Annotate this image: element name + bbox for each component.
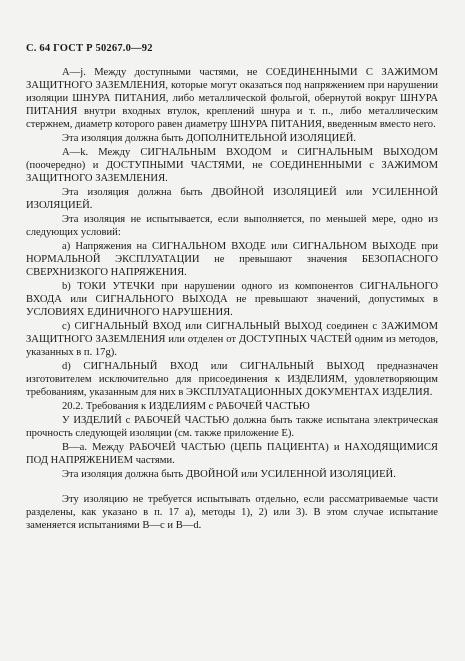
paragraph-b-a: B—a. Между РАБОЧЕЙ ЧАСТЬЮ (ЦЕПЬ ПАЦИЕНТА) и НАХОДЯЩИМИСЯ ПОД НАПРЯЖЕНИЕМ частями. (26, 442, 438, 466)
paragraph-test-replacement: Эту изоляцию не требуется испытывать отдельно, если рассматриваемые части разделены, как указано в п. 17 а), методы 1), 2) или 3). В этом случае испытание заменяется испытаниями B—c и B—d. (26, 494, 438, 531)
paragraph-applied-part: У ИЗДЕЛИЙ с РАБОЧЕЙ ЧАСТЬЮ должна быть также испытана электрическая прочность следующей изоляции (см. также приложение Е). (26, 415, 438, 439)
condition-b: b) ТОКИ УТЕЧКИ при нарушении одного из компонентов СИГНАЛЬНОГО ВХОДА или СИГНАЛЬНОГО ВЫХОДА не превышают значений, допустимых в УСЛОВИЯХ ЕДИНИЧНОГО НАРУШЕНИЯ. (26, 281, 438, 318)
condition-a: а) Напряжения на СИГНАЛЬНОМ ВХОДЕ или СИГНАЛЬНОМ ВЫХОДЕ при НОРМАЛЬНОЙ ЭКСПЛУАТАЦИИ не превышают значения БЕЗОПАСНОГО СВЕРХНИЗКОГО НАПРЯЖЕНИЯ. (26, 241, 438, 278)
paragraph-double-or-reinforced: Эта изоляция должна быть ДВОЙНОЙ или УСИЛЕННОЙ ИЗОЛЯЦИЕЙ. (62, 469, 396, 480)
page-header: С. 64 ГОСТ Р 50267.0—92 (26, 43, 153, 54)
paragraph-a-k: A—k. Между СИГНАЛЬНЫМ ВХОДОМ и СИГНАЛЬНЫМ ВЫХОДОМ (поочередно) и ДОСТУПНЫМИ ЧАСТЯМИ, не СОЕДИНЕННЫМИ с ЗАЖИМОМ ЗАЩИТНОГО ЗАЗЕМЛЕНИЯ. (26, 147, 438, 184)
condition-c: с) СИГНАЛЬНЫЙ ВХОД или СИГНАЛЬНЫЙ ВЫХОД соединен с ЗАЖИМОМ ЗАЩИТНОГО ЗАЗЕМЛЕНИЯ или отделен от ДОСТУПНЫХ ЧАСТЕЙ одним из методов, указанных в п. 17g). (26, 321, 438, 358)
condition-d: d) СИГНАЛЬНЫЙ ВХОД или СИГНАЛЬНЫЙ ВЫХОД предназначен изготовителем исключительно для присоединения к ИЗДЕЛИЯМ, удовлетворяющим требованиям, указанным для них в ЭКСПЛУАТАЦИОННЫХ ДОКУМЕНТАХ ИЗДЕЛИЯ. (26, 361, 438, 398)
paragraph-double-insulation: Эта изоляция должна быть ДВОЙНОЙ ИЗОЛЯЦИЕЙ или УСИЛЕННОЙ ИЗОЛЯЦИЕЙ. (26, 187, 438, 211)
document-body (26, 66, 438, 532)
section-heading-20-2: 20.2. Требования к ИЗДЕЛИЯМ с РАБОЧЕЙ ЧАСТЬЮ (62, 401, 310, 412)
paragraph-supplementary-insulation: Эта изоляция должна быть ДОПОЛНИТЕЛЬНОЙ ИЗОЛЯЦИЕЙ. (62, 133, 357, 144)
paragraph-not-tested: Эта изоляция не испытывается, если выполняется, по меньшей мере, одно из следующих условий: (26, 214, 438, 238)
paragraph-a-j: A—j. Между доступными частями, не СОЕДИНЕННЫМИ С ЗАЖИМОМ ЗАЩИТНОГО ЗАЗЕМЛЕНИЯ, которые могут оказаться под напряжением при нарушении изоляции ШНУРА ПИТАНИЯ, либо металлической фольгой, обернутой вокруг ШНУРА ПИТАНИЯ внутри входных втулок, креплений шнура и т. п., либо металлическим стержнем, диаметр которого равен диаметру ШНУРА ПИТАНИЯ, введенным вместо него. (26, 67, 438, 130)
